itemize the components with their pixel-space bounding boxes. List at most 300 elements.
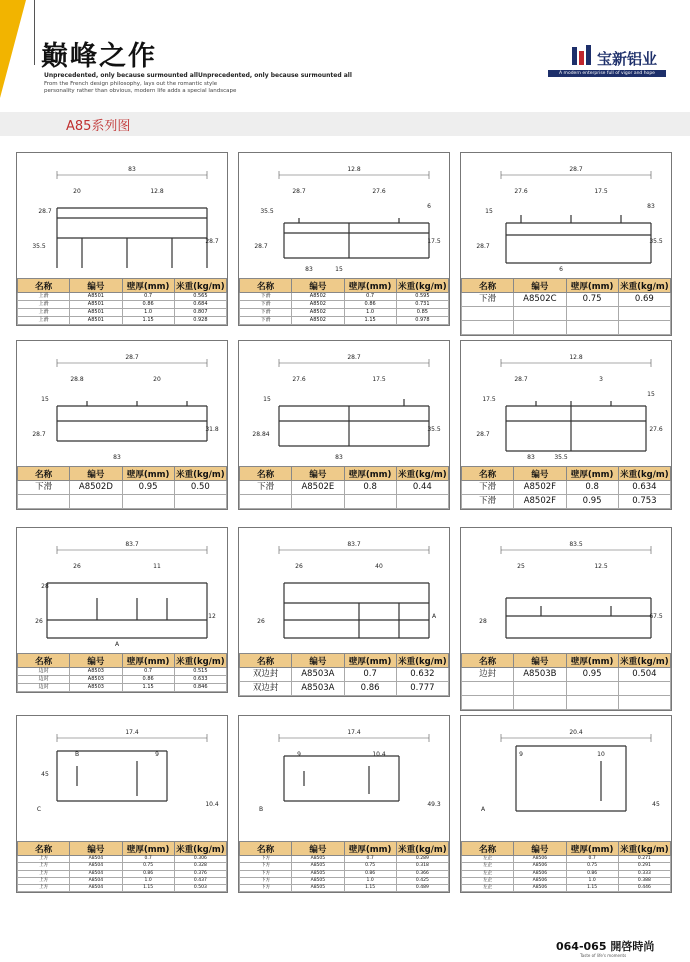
- spec-row: [462, 885, 671, 892]
- profile-section-diagram: [239, 341, 449, 466]
- spec-cell: A8505: [292, 863, 344, 870]
- spec-table: [239, 466, 449, 509]
- spec-row: [18, 870, 227, 877]
- spec-cell: A8502: [292, 317, 344, 325]
- spec-cell: A8505: [292, 856, 344, 863]
- spec-cell: 上滑: [18, 301, 70, 309]
- profile-drawing: [461, 341, 671, 466]
- spec-header-code: 编号: [514, 842, 566, 856]
- spec-cell: 边封: [18, 676, 70, 684]
- dimension-label: 12.8: [569, 354, 583, 361]
- spec-cell: 0.289: [396, 856, 448, 863]
- spec-cell: 0.504: [618, 668, 670, 682]
- spec-header-code: 编号: [292, 842, 344, 856]
- spec-cell: 双边封: [240, 668, 292, 682]
- spec-cell: 1.0: [344, 309, 396, 317]
- spec-cell: 上方: [18, 877, 70, 884]
- spec-cell: 0.86: [344, 870, 396, 877]
- spec-cell: A8503: [70, 684, 122, 692]
- spec-cell: 左企: [462, 885, 514, 892]
- spec-cell: 0.75: [344, 863, 396, 870]
- spec-table: [17, 653, 227, 692]
- spec-cell: 0.86: [566, 870, 618, 877]
- spec-header-code: 编号: [514, 279, 566, 293]
- spec-cell: A8505: [292, 877, 344, 884]
- profile-drawing: [239, 341, 449, 466]
- spec-cell: 0.95: [122, 481, 174, 495]
- spec-cell: [514, 682, 566, 696]
- profile-section-diagram: [461, 341, 671, 466]
- spec-cell: 下滑: [240, 481, 292, 495]
- dimension-label: 28.7: [476, 243, 490, 250]
- spec-cell: [240, 495, 292, 509]
- spec-cell: 下方: [240, 877, 292, 884]
- spec-header-code: 编号: [514, 654, 566, 668]
- spec-cell: 0.425: [396, 877, 448, 884]
- spec-cell: [618, 682, 670, 696]
- spec-table: [17, 841, 227, 892]
- spec-cell: [514, 696, 566, 710]
- dimension-label: 20: [73, 188, 81, 195]
- spec-cell: A8501: [70, 301, 122, 309]
- spec-header-thickness: 壁厚(mm): [122, 467, 174, 481]
- profile-outline: [284, 583, 429, 638]
- dimension-label: 20.4: [569, 729, 583, 736]
- spec-header-name: 名称: [18, 654, 70, 668]
- dimension-label: 28.7: [476, 431, 490, 438]
- spec-header-code: 编号: [514, 467, 566, 481]
- spec-cell: 0.503: [174, 885, 226, 892]
- dimension-label: 67.5: [649, 613, 663, 620]
- dimension-label: 27.6: [292, 376, 306, 383]
- dimension-label: 26: [257, 618, 265, 625]
- series-title: A85系列图: [66, 119, 131, 134]
- spec-cell: 边封: [18, 684, 70, 692]
- spec-cell: 上方: [18, 885, 70, 892]
- spec-cell: A8506: [514, 870, 566, 877]
- spec-table: [461, 841, 671, 892]
- spec-cell: 0.86: [122, 301, 174, 309]
- spec-cell: 0.306: [174, 856, 226, 863]
- spec-row: [240, 885, 449, 892]
- spec-cell: 0.291: [618, 863, 670, 870]
- spec-header-name: 名称: [18, 842, 70, 856]
- spec-header-thickness: 壁厚(mm): [344, 842, 396, 856]
- spec-cell: 0.7: [122, 668, 174, 676]
- spec-cell: 左企: [462, 870, 514, 877]
- profile-drawing: [17, 153, 227, 278]
- spec-cell: 边封: [462, 668, 514, 682]
- dimension-label: 12.8: [347, 166, 361, 173]
- spec-cell: 0.8: [566, 481, 618, 495]
- spec-header-name: 名称: [240, 467, 292, 481]
- spec-cell: 0.7: [344, 668, 396, 682]
- profile-panel: [460, 527, 672, 711]
- spec-header-weight: 米重(kg/m): [174, 467, 226, 481]
- footer-motto: Taste of life's moments: [580, 953, 627, 958]
- spec-cell: 0.632: [396, 668, 448, 682]
- dimension-label: A: [480, 806, 486, 813]
- profile-outline: [57, 208, 207, 268]
- dimension-label: 31.8: [205, 426, 219, 433]
- spec-cell: 0.515: [174, 668, 226, 676]
- dimension-label: 10: [597, 751, 605, 758]
- spec-header-thickness: 壁厚(mm): [122, 279, 174, 293]
- spec-cell: A8501: [70, 317, 122, 325]
- spec-cell: A8502F: [514, 481, 566, 495]
- spec-cell: 0.86: [122, 676, 174, 684]
- profile-panel: [16, 340, 228, 510]
- spec-cell: 0.489: [396, 885, 448, 892]
- spec-cell: [70, 495, 122, 509]
- spec-cell: 上方: [18, 863, 70, 870]
- spec-cell: 0.388: [618, 877, 670, 884]
- spec-cell: A8506: [514, 863, 566, 870]
- spec-cell: 0.978: [396, 317, 448, 325]
- spec-header-weight: 米重(kg/m): [396, 654, 448, 668]
- spec-table: [17, 278, 227, 325]
- spec-header-name: 名称: [462, 842, 514, 856]
- spec-cell: 0.69: [618, 293, 670, 307]
- spec-cell: 1.15: [122, 684, 174, 692]
- dimension-label: 83: [527, 454, 535, 461]
- spec-cell: 0.633: [174, 676, 226, 684]
- dimension-label: 83.7: [125, 541, 139, 548]
- profile-section-diagram: [461, 528, 671, 653]
- dimension-label: 35.5: [260, 208, 274, 215]
- spec-header-name: 名称: [240, 279, 292, 293]
- spec-cell: A8502F: [514, 495, 566, 509]
- dimension-label: 35.5: [427, 426, 441, 433]
- spec-cell: 左企: [462, 877, 514, 884]
- dimension-label: B: [74, 751, 80, 758]
- dimension-label: 28: [479, 618, 487, 625]
- spec-row: [18, 481, 227, 495]
- spec-cell: 左企: [462, 863, 514, 870]
- profile-drawing: [17, 528, 227, 653]
- spec-header-weight: 米重(kg/m): [618, 842, 670, 856]
- dimension-label: 83: [305, 266, 313, 273]
- dimension-label: 3: [599, 376, 603, 383]
- spec-cell: [462, 307, 514, 321]
- profile-drawing: [17, 716, 227, 841]
- spec-row: [18, 301, 227, 309]
- spec-header-code: 编号: [70, 279, 122, 293]
- dimension-label: 17.5: [594, 188, 608, 195]
- spec-cell: 0.376: [174, 870, 226, 877]
- spec-cell: 0.366: [396, 870, 448, 877]
- spec-cell: 0.634: [618, 481, 670, 495]
- spec-row: [462, 321, 671, 335]
- dimension-label: 28.7: [254, 243, 268, 250]
- spec-cell: 上滑: [18, 317, 70, 325]
- spec-header-weight: 米重(kg/m): [396, 279, 448, 293]
- spec-cell: 1.15: [344, 885, 396, 892]
- spec-cell: 0.7: [344, 293, 396, 301]
- header-subline-2: personality rather than obvious, modern life adds a special landscape: [44, 88, 237, 94]
- spec-cell: 下方: [240, 870, 292, 877]
- spec-row: [240, 481, 449, 495]
- spec-cell: [344, 495, 396, 509]
- spec-cell: A8503A: [292, 682, 344, 696]
- dimension-label: 28.7: [569, 166, 583, 173]
- spec-header-name: 名称: [240, 654, 292, 668]
- spec-cell: 0.437: [174, 877, 226, 884]
- spec-cell: 0.75: [566, 293, 618, 307]
- spec-row: [18, 668, 227, 676]
- dimension-label: 10.4: [372, 751, 386, 758]
- dimension-label: 49.3: [427, 801, 441, 808]
- profile-section-diagram: [461, 153, 671, 278]
- dimension-label: 83: [647, 203, 655, 210]
- spec-cell: [122, 495, 174, 509]
- spec-row: [18, 676, 227, 684]
- profile-drawing: [461, 716, 671, 841]
- spec-row: [18, 877, 227, 884]
- spec-cell: 下滑: [240, 309, 292, 317]
- dimension-label: C: [36, 806, 42, 813]
- dimension-label: 9: [519, 751, 523, 758]
- spec-row: [18, 317, 227, 325]
- spec-header-code: 编号: [292, 467, 344, 481]
- spec-cell: 上方: [18, 870, 70, 877]
- spec-cell: [566, 321, 618, 335]
- spec-cell: [618, 696, 670, 710]
- spec-cell: 下方: [240, 856, 292, 863]
- spec-header-name: 名称: [18, 467, 70, 481]
- spec-header-name: 名称: [18, 279, 70, 293]
- spec-header-weight: 米重(kg/m): [174, 654, 226, 668]
- dimension-label: 10.4: [205, 801, 219, 808]
- spec-cell: 0.8: [344, 481, 396, 495]
- spec-header-name: 名称: [462, 279, 514, 293]
- spec-cell: [566, 307, 618, 321]
- company-logo-icon: [570, 43, 594, 67]
- dimension-label: 25: [517, 563, 525, 570]
- dimension-label: 27.6: [514, 188, 528, 195]
- page-header: [0, 0, 690, 112]
- spec-cell: 下滑: [240, 293, 292, 301]
- spec-cell: 0.333: [618, 870, 670, 877]
- spec-cell: 边封: [18, 668, 70, 676]
- company-tagline: A modern enterprise full of vigor and hope: [548, 70, 666, 77]
- spec-cell: 0.928: [174, 317, 226, 325]
- spec-row: [240, 870, 449, 877]
- spec-row: [240, 317, 449, 325]
- dimension-label: 28.7: [32, 431, 46, 438]
- spec-cell: 1.15: [566, 885, 618, 892]
- dimension-label: 12: [208, 613, 216, 620]
- spec-header-thickness: 壁厚(mm): [566, 842, 618, 856]
- spec-cell: A8505: [292, 870, 344, 877]
- spec-header-thickness: 壁厚(mm): [122, 654, 174, 668]
- dimension-label: 40: [375, 563, 383, 570]
- spec-header-name: 名称: [240, 842, 292, 856]
- dimension-label: 11: [153, 563, 161, 570]
- spec-cell: A8502E: [292, 481, 344, 495]
- spec-row: [462, 293, 671, 307]
- spec-cell: A8502: [292, 293, 344, 301]
- spec-table: [461, 466, 671, 509]
- spec-header-thickness: 壁厚(mm): [566, 279, 618, 293]
- profile-drawing: [461, 153, 671, 278]
- spec-cell: 1.15: [344, 317, 396, 325]
- spec-cell: 0.565: [174, 293, 226, 301]
- spec-cell: 0.86: [122, 870, 174, 877]
- dimension-label: 28.84: [252, 431, 270, 438]
- spec-cell: 下滑: [462, 495, 514, 509]
- spec-row: [240, 301, 449, 309]
- profile-panel: [16, 527, 228, 693]
- spec-cell: 上方: [18, 856, 70, 863]
- spec-header-thickness: 壁厚(mm): [122, 842, 174, 856]
- dimension-label: 28.7: [292, 188, 306, 195]
- spec-row: [18, 495, 227, 509]
- spec-cell: A8502: [292, 301, 344, 309]
- profile-outline: [57, 751, 167, 801]
- profile-panel: [238, 340, 450, 510]
- spec-cell: [292, 495, 344, 509]
- dimension-label: 15: [647, 391, 655, 398]
- spec-row: [462, 877, 671, 884]
- spec-header-code: 编号: [70, 467, 122, 481]
- spec-cell: 0.731: [396, 301, 448, 309]
- spec-cell: A8504: [70, 863, 122, 870]
- spec-cell: 0.684: [174, 301, 226, 309]
- profile-outline: [284, 756, 399, 801]
- spec-cell: [462, 682, 514, 696]
- spec-header-thickness: 壁厚(mm): [344, 467, 396, 481]
- spec-header-code: 编号: [70, 654, 122, 668]
- dimension-label: 9: [297, 751, 301, 758]
- spec-cell: 0.44: [396, 481, 448, 495]
- spec-cell: 下滑: [240, 301, 292, 309]
- profile-outline: [47, 583, 207, 638]
- profile-section-diagram: [17, 341, 227, 466]
- spec-cell: A8504: [70, 885, 122, 892]
- spec-header-weight: 米重(kg/m): [618, 654, 670, 668]
- spec-header-thickness: 壁厚(mm): [566, 467, 618, 481]
- spec-header-code: 编号: [292, 654, 344, 668]
- spec-cell: A8505: [292, 885, 344, 892]
- spec-cell: 1.15: [122, 317, 174, 325]
- dimension-label: 15: [263, 396, 271, 403]
- dimension-label: A: [431, 613, 437, 620]
- spec-cell: 双边封: [240, 682, 292, 696]
- spec-cell: 0.7: [566, 856, 618, 863]
- spec-cell: A8503A: [292, 668, 344, 682]
- profile-section-diagram: [17, 153, 227, 278]
- spec-cell: 0.777: [396, 682, 448, 696]
- spec-cell: [514, 307, 566, 321]
- spec-header-code: 编号: [292, 279, 344, 293]
- spec-cell: 0.753: [618, 495, 670, 509]
- profile-outline: [284, 218, 429, 258]
- spec-table: [17, 466, 227, 509]
- page-title: 巅峰之作: [41, 41, 157, 72]
- spec-cell: [514, 321, 566, 335]
- profile-drawing: [239, 528, 449, 653]
- spec-cell: 0.75: [566, 863, 618, 870]
- profile-panel: [16, 715, 228, 893]
- dimension-label: 35.5: [32, 243, 46, 250]
- spec-cell: [618, 321, 670, 335]
- spec-cell: A8503: [70, 676, 122, 684]
- spec-cell: A8502: [292, 309, 344, 317]
- spec-cell: 0.595: [396, 293, 448, 301]
- spec-cell: [396, 495, 448, 509]
- spec-cell: 0.7: [344, 856, 396, 863]
- spec-cell: 下滑: [462, 481, 514, 495]
- spec-header-thickness: 壁厚(mm): [566, 654, 618, 668]
- spec-cell: 0.328: [174, 863, 226, 870]
- spec-cell: A8504: [70, 877, 122, 884]
- spec-header-weight: 米重(kg/m): [396, 842, 448, 856]
- spec-row: [462, 307, 671, 321]
- profile-panel: [16, 152, 228, 326]
- spec-cell: 下方: [240, 885, 292, 892]
- spec-cell: 1.15: [122, 885, 174, 892]
- dimension-label: 12.8: [150, 188, 164, 195]
- spec-row: [18, 856, 227, 863]
- spec-cell: A8503B: [514, 668, 566, 682]
- dimension-label: 28.7: [38, 208, 52, 215]
- profile-section-diagram: [17, 528, 227, 653]
- dimension-label: 26: [73, 563, 81, 570]
- dimension-label: A: [114, 641, 120, 648]
- dimension-label: 26: [35, 618, 43, 625]
- spec-header-weight: 米重(kg/m): [618, 467, 670, 481]
- spec-cell: 0.7: [122, 293, 174, 301]
- spec-cell: A8502C: [514, 293, 566, 307]
- dimension-label: 28.7: [205, 238, 219, 245]
- dimension-label: 17.4: [125, 729, 139, 736]
- spec-cell: 1.0: [122, 877, 174, 884]
- spec-row: [18, 309, 227, 317]
- spec-cell: 0.75: [122, 863, 174, 870]
- spec-cell: 上滑: [18, 309, 70, 317]
- spec-cell: [566, 682, 618, 696]
- dimension-label: 28.7: [514, 376, 528, 383]
- spec-header-weight: 米重(kg/m): [396, 467, 448, 481]
- spec-header-weight: 米重(kg/m): [618, 279, 670, 293]
- dimension-label: 45: [652, 801, 660, 808]
- spec-table: [239, 278, 449, 325]
- spec-row: [240, 682, 449, 696]
- dimension-label: 35.5: [649, 238, 663, 245]
- spec-row: [462, 696, 671, 710]
- dimension-label: 20: [153, 376, 161, 383]
- spec-cell: 下滑: [462, 293, 514, 307]
- dimension-label: 83: [128, 166, 136, 173]
- spec-cell: [462, 696, 514, 710]
- profile-panel: [238, 715, 450, 893]
- spec-cell: A8504: [70, 856, 122, 863]
- spec-cell: 0.86: [344, 301, 396, 309]
- dimension-label: 9: [155, 751, 159, 758]
- profile-panel: [460, 340, 672, 510]
- profile-section-diagram: [239, 528, 449, 653]
- header-subline-1: From the French design philosophy, lays out the romantic style: [44, 81, 218, 87]
- spec-cell: A8506: [514, 877, 566, 884]
- spec-cell: A8502D: [70, 481, 122, 495]
- spec-row: [18, 684, 227, 692]
- spec-header-weight: 米重(kg/m): [174, 842, 226, 856]
- spec-row: [18, 885, 227, 892]
- spec-cell: [174, 495, 226, 509]
- series-banner: [0, 112, 690, 136]
- spec-row: [240, 863, 449, 870]
